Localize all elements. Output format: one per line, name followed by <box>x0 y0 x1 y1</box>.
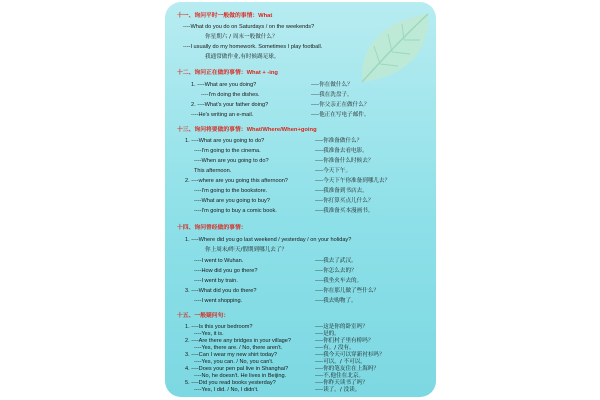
section-15-line-2-en: ----Yes, it is. <box>194 331 224 337</box>
section-14-line-4-en: ----How did you go there? <box>194 268 258 274</box>
section-13-line-3-zh: ----你准备什么时候去？ <box>315 158 374 164</box>
section-13-heading: 十三、询问将要做的事情：What/Where/When+going <box>177 127 317 133</box>
section-12-line-3-en: 2. ----What's your father doing? <box>191 102 269 108</box>
section-12-heading: 十二、询问正在做的事情：What + -ing <box>177 70 278 76</box>
section-13-line-3-en: ----When are you going to do? <box>194 158 269 164</box>
section-15-line-1-zh: ----这是你的卧室吗？ <box>315 324 368 330</box>
section-12-line-1-en: 1. ----What are you doing? <box>191 82 257 88</box>
section-15-line-6-en: ----Yes, you can. / No, you can't. <box>194 359 274 365</box>
section-15-line-3-en: 2. ----Are there any bridges in your village? <box>185 338 292 344</box>
section-15-line-9-en: 5. ----Did you read books yesterday? <box>185 380 276 386</box>
section-15-line-10-en: ----Yes, I did. / No, I didn't. <box>194 387 259 393</box>
section-15-line-4-en: ----Yes, there are. / No, there aren't. <box>194 345 283 351</box>
section-12-line-1-zh: ----你在做什么？ <box>311 82 353 88</box>
section-14-heading: 十四、询问曾经做的事情： <box>177 225 247 231</box>
section-13-line-7-zh: ----你打算买点儿什么？ <box>315 198 374 204</box>
section-13-line-4-zh: ----今天下午。 <box>315 168 352 174</box>
section-14-line-4-zh: ----你怎么去的？ <box>315 268 357 274</box>
section-15-line-4-zh: ----有。/ 没有。 <box>315 345 355 351</box>
section-13-line-1-en: 1. ----What are you going to do? <box>185 138 265 144</box>
section-12-line-2-en: ----I'm doing the dishes. <box>201 92 260 98</box>
section-15-line-7-zh: ----你的笔友住在上海吗？ <box>315 366 380 372</box>
section-14-line-1-en: 1. ----Where did you go last weekend / yesterday / on your holiday? <box>185 237 352 243</box>
section-14-line-6-en: 3. ----What did you do there? <box>185 288 257 294</box>
section-12-line-4-zh: ----他正在写电子邮件。 <box>311 112 370 118</box>
section-14-line-7-zh: ----我去购物了。 <box>315 298 357 304</box>
section-13-line-2-en: ----I'm going to the cinema. <box>194 148 261 154</box>
section-11-question: ----What do you do on Saturdays / on the weekends? <box>183 24 315 30</box>
section-15-line-8-zh: ----不,他住在北京。 <box>315 373 365 379</box>
section-11-heading: 十一、询问平时一般做的事情：What <box>177 13 273 19</box>
section-14-line-2-zh: 你上周末/昨天/假期到哪儿去了？ <box>205 247 288 253</box>
section-15-line-7-en: 4. ----Does your pen pal live in Shanghai? <box>185 366 289 372</box>
section-11-answer: ----I usually do my homework. Sometimes I play football. <box>183 44 323 50</box>
section-14-line-7-en: ----I went shopping. <box>194 298 243 304</box>
section-13-line-6-en: ----I'm going to the bookstore. <box>194 188 268 194</box>
section-15-line-5-zh: ----我今天可以穿新衬衫吗？ <box>315 352 385 358</box>
section-11-answer-zh: 我通常做作业,有时候踢足球。 <box>205 54 280 60</box>
section-15-line-9-zh: ----你昨天读书了吗？ <box>315 380 368 386</box>
section-14-line-3-en: ----I went to Wuhan. <box>194 258 244 264</box>
section-13-line-7-en: ----What are you going to buy? <box>194 198 270 204</box>
section-12-line-4-en: ----He's writing an e-mail. <box>191 112 254 118</box>
section-12-line-3-zh: ----你父亲正在做什么？ <box>311 102 370 108</box>
leaf-icon <box>358 12 432 84</box>
section-13-line-8-en: ----I'm going to buy a comic book. <box>194 208 277 214</box>
section-15-line-1-en: 1. ----Is this your bedroom? <box>185 324 253 330</box>
section-11-question-zh: 你星期六 / 周末一般做什么？ <box>205 34 278 40</box>
section-15-line-10-zh: ----读了。/ 没读。 <box>315 387 361 393</box>
section-14-line-5-zh: ----我坐火车去的。 <box>315 278 363 284</box>
section-15-heading: 十五、一般疑问句： <box>177 313 230 319</box>
section-15-line-8-en: ----No, he doesn't. He lives in Beijing. <box>194 373 287 379</box>
section-13-line-8-zh: ----我准备买本漫画书。 <box>315 208 374 214</box>
section-13-line-5-en: 2. ----where are you going this afternoon? <box>185 178 288 184</box>
section-15-line-3-zh: ----你们村子里有桥吗？ <box>315 338 374 344</box>
section-15-line-2-zh: ----是的。 <box>315 331 340 337</box>
section-14-line-6-zh: ----你在那儿做了些什么？ <box>315 288 380 294</box>
section-12-line-2-zh: ----我在洗盘子。 <box>311 92 353 98</box>
section-15-line-6-zh: ----可以。/ 不可以。 <box>315 359 366 365</box>
section-13-line-5-zh: ----今天下午你准备到哪儿去？ <box>315 178 391 184</box>
grammar-card <box>165 2 436 397</box>
section-13-line-1-zh: ----你准备做什么？ <box>315 138 363 144</box>
section-13-line-4-en: This afternoon. <box>194 168 232 174</box>
section-13-line-6-zh: ----我准备到书店去。 <box>315 188 368 194</box>
section-13-line-2-zh: ----我准备去看电影。 <box>315 148 368 154</box>
section-15-line-5-en: 3. ----Can I wear my new shirt today? <box>185 352 278 358</box>
section-14-line-5-en: ----I went by train. <box>194 278 238 284</box>
section-14-line-3-zh: ----我去了武汉。 <box>315 258 357 264</box>
